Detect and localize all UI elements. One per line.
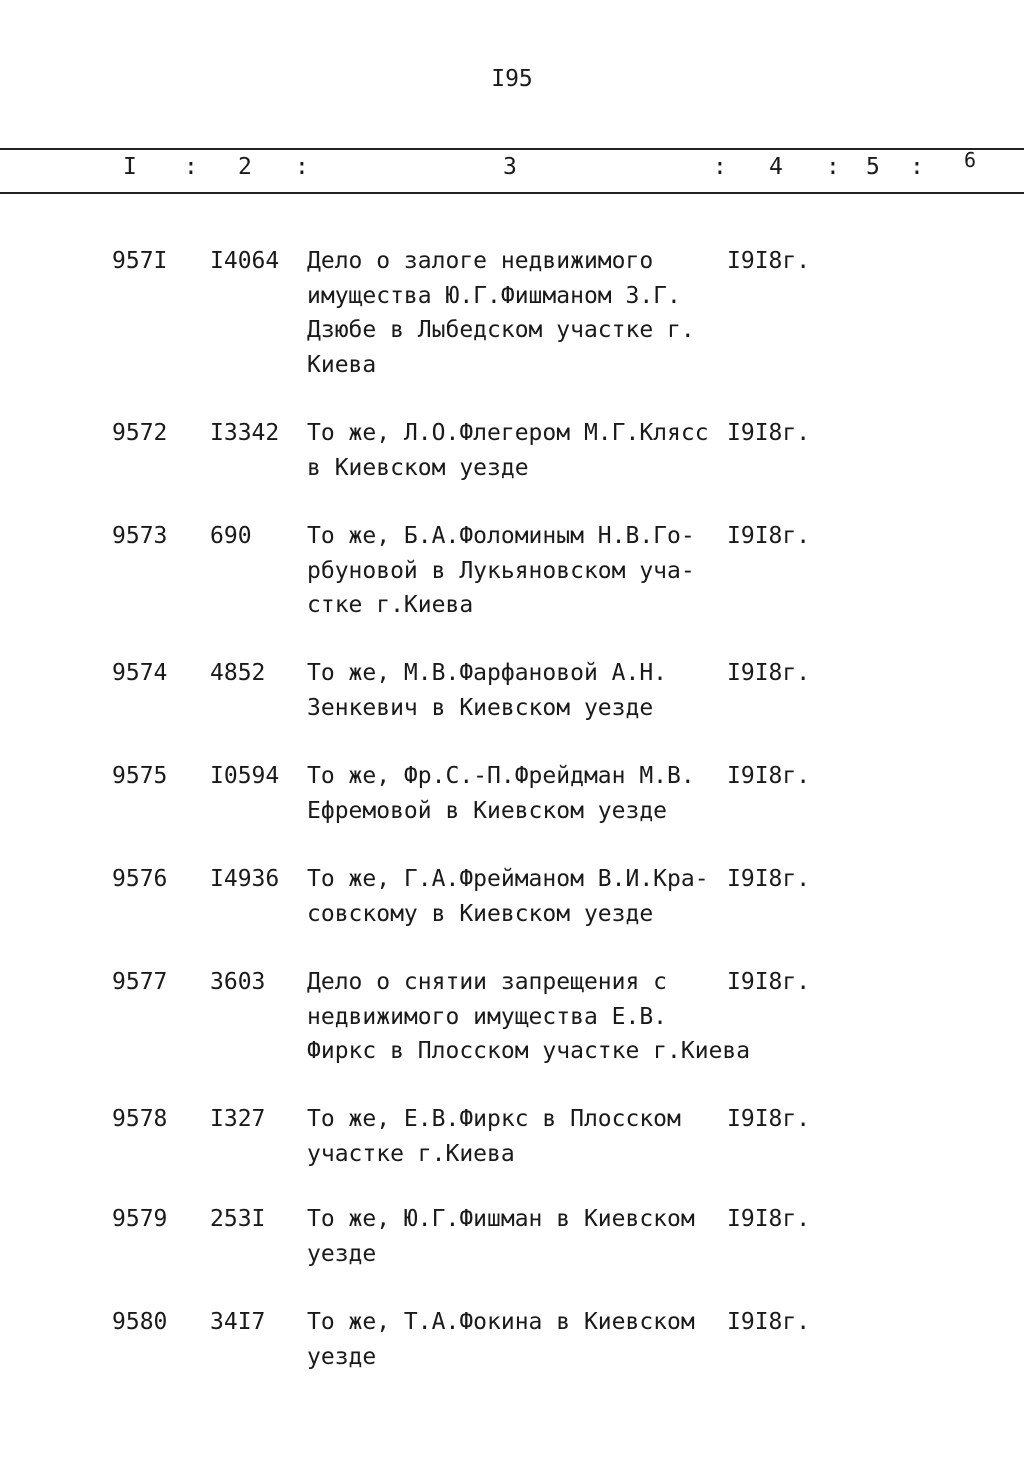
entry-number: 9580 <box>112 1309 168 1335</box>
entry-year: I9I8г. <box>727 969 811 995</box>
entry-number: 9576 <box>112 866 168 892</box>
entry-description: То же, Г.А.Фрейманом В.И.Кра- совскому в Киевском уезде <box>307 866 709 927</box>
entry-year: I9I8г. <box>727 420 811 446</box>
page-number: I95 <box>491 66 533 92</box>
entry-year: I9I8г. <box>727 523 811 549</box>
entry-reference: I327 <box>210 1106 266 1132</box>
entry-reference: 4852 <box>210 660 266 686</box>
entry-description: То же, Фр.С.-П.Фрейдман М.В. Ефремовой в Киевском уезде <box>307 763 695 824</box>
column-number-5: 5 <box>866 154 880 180</box>
entry-number: 957I <box>112 248 168 274</box>
entry-number: 9573 <box>112 523 168 549</box>
column-separator: : <box>184 154 198 180</box>
column-separator: : <box>295 154 309 180</box>
column-number-2: 2 <box>238 154 252 180</box>
entry-year: I9I8г. <box>727 763 811 789</box>
entry-year: I9I8г. <box>727 248 811 274</box>
column-number-4: 4 <box>769 154 783 180</box>
entry-description: То же, Ю.Г.Фишман в Киевском уезде <box>307 1206 695 1267</box>
column-separator: : <box>826 154 840 180</box>
column-separator: : <box>713 154 727 180</box>
entry-year: I9I8г. <box>727 1309 811 1335</box>
entry-reference: I4064 <box>210 248 280 274</box>
entry-number: 9572 <box>112 420 168 446</box>
entry-number: 9578 <box>112 1106 168 1132</box>
entry-number: 9574 <box>112 660 168 686</box>
entry-description: То же, Б.А.Фоломиным Н.В.Го- рбуновой в Лукьяновском уча- стке г.Киева <box>307 523 695 618</box>
entry-reference: I4936 <box>210 866 280 892</box>
entry-reference: 690 <box>210 523 252 549</box>
entry-year: I9I8г. <box>727 660 811 686</box>
column-separator: : <box>910 154 924 180</box>
entry-number: 9577 <box>112 969 168 995</box>
entry-reference: I3342 <box>210 420 280 446</box>
entry-reference: I0594 <box>210 763 280 789</box>
entry-description: То же, Т.А.Фокина в Киевском уезде <box>307 1309 695 1370</box>
entry-year: I9I8г. <box>727 1106 811 1132</box>
entry-reference: 3603 <box>210 969 266 995</box>
column-number-1: I <box>123 154 137 180</box>
entry-description: То же, Л.О.Флегером М.Г.Клясс в Киевском уезде <box>307 420 709 481</box>
column-number-6: 6 <box>964 148 977 172</box>
entry-description: То же, Е.В.Фиркс в Плосском участке г.Киева <box>307 1106 681 1167</box>
entry-description: То же, М.В.Фарфановой А.Н. Зенкевич в Киевском уезде <box>307 660 668 721</box>
entry-description: Дело о залоге недвижимого имущества Ю.Г.Фишманом З.Г. Дзюбе в Лыбедском участке г. Киева <box>307 248 695 378</box>
entry-number: 9575 <box>112 763 168 789</box>
column-number-3: 3 <box>503 154 517 180</box>
entry-reference: 253I <box>210 1206 266 1232</box>
column-header-row <box>0 148 1024 188</box>
header-top-rule <box>0 148 1024 150</box>
entry-year: I9I8г. <box>727 866 811 892</box>
entry-number: 9579 <box>112 1206 168 1232</box>
entry-reference: 34I7 <box>210 1309 266 1335</box>
entry-description: Дело о снятии запрещения с недвижимого имущества Е.В. Фиркс в Плосском участке г.Киева <box>307 969 751 1064</box>
entry-year: I9I8г. <box>727 1206 811 1232</box>
header-bottom-rule <box>0 192 1024 194</box>
